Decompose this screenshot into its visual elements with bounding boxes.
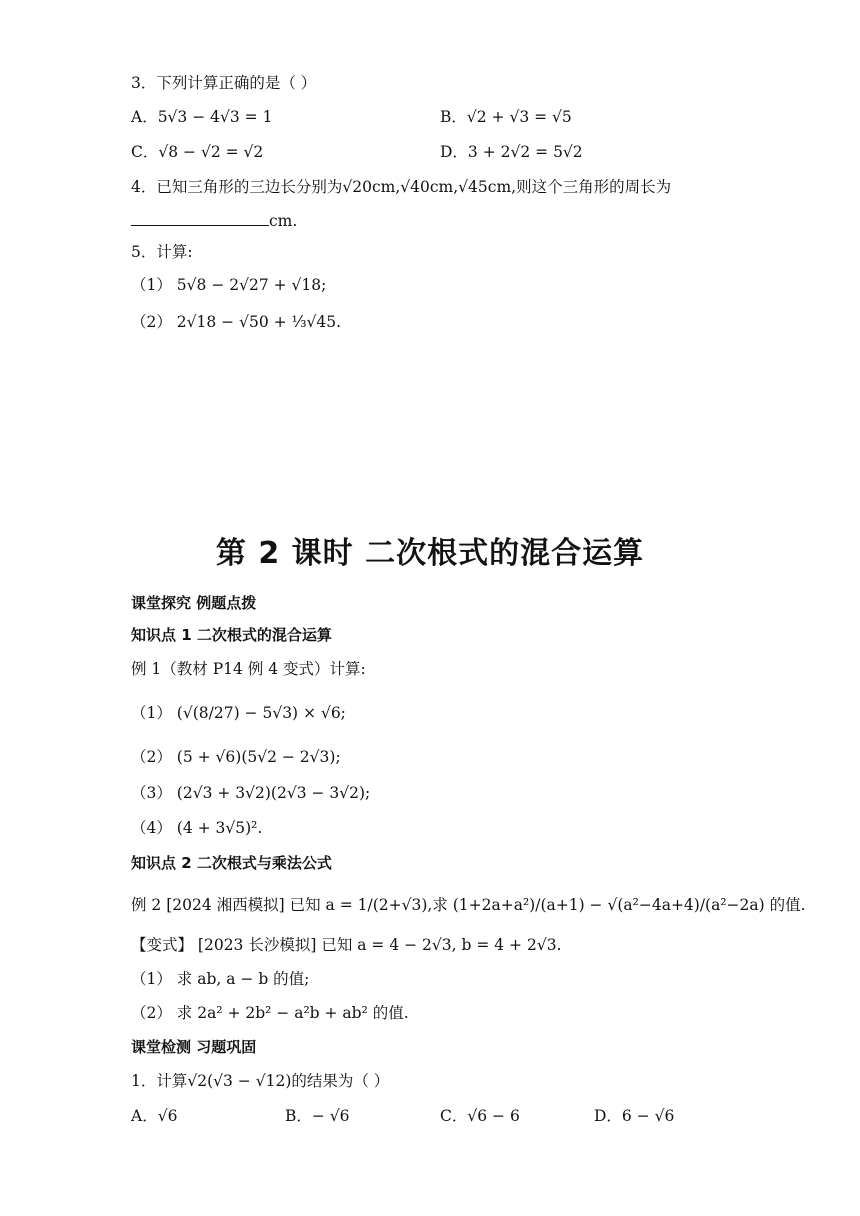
example-1-part-2: （2） (5 + √6)(5√2 − 2√3); — [131, 748, 341, 766]
example-1-part-4: （4） (4 + 3√5)². — [131, 819, 263, 837]
variant-stem: 【变式】 [2023 长沙模拟] 已知 a = 4 − 2√3, b = 4 + 2√3. — [131, 936, 562, 954]
variant-part-2: （2） 求 2a² + 2b² − a²b + ab² 的值. — [131, 1004, 409, 1022]
section-heading-check: 课堂检测 习题巩固 — [131, 1038, 257, 1056]
lesson-title: 第 2 课时 二次根式的混合运算 — [215, 536, 645, 571]
q4-unit: cm. — [269, 212, 298, 230]
test-1-stem: 1．计算√2(√3 − √12)的结果为（ ） — [131, 1072, 390, 1090]
test-1-option-d: D．6 − √6 — [594, 1107, 675, 1125]
example-1-stem: 例 1（教材 P14 例 4 变式）计算: — [131, 660, 366, 678]
knowledge-point-1: 知识点 1 二次根式的混合运算 — [131, 626, 332, 644]
test-1-option-b: B．− √6 — [285, 1107, 350, 1125]
q3-stem: 3．下列计算正确的是（ ） — [131, 74, 317, 92]
q5-part-1: （1） 5√8 − 2√27 + √18; — [131, 276, 327, 294]
q5-part-2: （2） 2√18 − √50 + ⅓√45. — [131, 313, 342, 331]
q3-option-a: A．5√3 − 4√3 = 1 — [131, 108, 273, 126]
answer-blank — [131, 211, 269, 226]
test-1-option-a: A．√6 — [131, 1107, 178, 1125]
test-1-option-c: C．√6 − 6 — [440, 1107, 520, 1125]
variant-part-1: （1） 求 ab, a − b 的值; — [131, 970, 310, 988]
example-2: 例 2 [2024 湘西模拟] 已知 a = 1/(2+√3),求 (1+2a+a²)/(a+1) − √(a²−4a+4)/(a²−2a) 的值. — [131, 896, 806, 914]
q3-option-b: B．√2 + √3 = √5 — [440, 108, 572, 126]
q4-stem: 4．已知三角形的三边长分别为√20cm,√40cm,√45cm,则这个三角形的周长为 — [131, 178, 672, 196]
knowledge-point-2: 知识点 2 二次根式与乘法公式 — [131, 854, 332, 872]
q5-stem: 5．计算: — [131, 243, 193, 261]
q3-option-c: C．√8 − √2 = √2 — [131, 143, 264, 161]
example-1-part-1: （1） (√(8/27) − 5√3) × √6; — [131, 704, 346, 722]
example-1-part-3: （3） (2√3 + 3√2)(2√3 − 3√2); — [131, 784, 371, 802]
section-heading-explore: 课堂探究 例题点拨 — [131, 594, 257, 612]
q4-answer-line — [131, 210, 297, 232]
q3-option-d: D．3 + 2√2 = 5√2 — [440, 143, 583, 161]
